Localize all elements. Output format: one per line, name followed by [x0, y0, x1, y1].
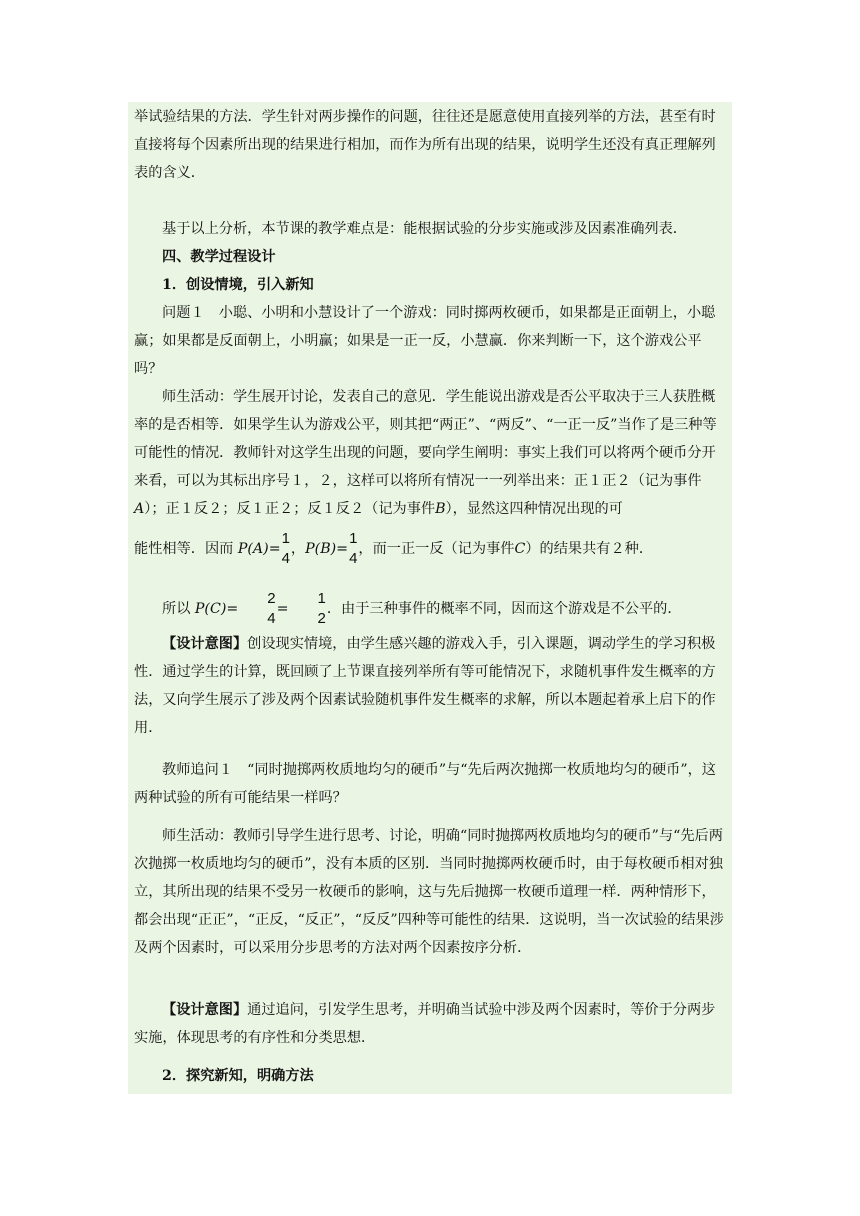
probability-line-2 — [134, 590, 728, 628]
prob2-text-2: ．由于三种事件的概率不同，因而这个游戏是不公平的． — [326, 601, 682, 617]
paragraph-difficulty: 基于以上分析，本节课的教学难点是：能根据试验的分步实施或涉及因素准确列表． — [162, 221, 687, 237]
activity-text-2: ）；正１反２；反１正２；反１反２（记为事件 — [144, 501, 436, 517]
fraction-numerator: 1 — [281, 530, 290, 547]
teacher-follow-up-1: 教师追问１ “同时抛掷两枚质地均匀的硬币”与“先后两次抛掷一枚质地均匀的硬币”，这两种试验的所有可能结果一样吗？ — [134, 762, 716, 806]
subsection-heading-1: 1．创设情境，引入新知 — [162, 277, 314, 293]
event-b: B — [435, 501, 446, 517]
design-intent-label: 【设计意图】 — [162, 636, 248, 652]
fraction-denominator: 4 — [267, 610, 276, 627]
prob2-text: 所以 — [162, 601, 195, 617]
design-intent-1 — [134, 630, 728, 742]
fraction-denominator: 4 — [349, 550, 358, 567]
fraction-denominator: 4 — [281, 550, 290, 567]
pb-label: P(B)= — [305, 541, 349, 557]
prob-text-3: ）的结果共有２种． — [525, 541, 654, 557]
fraction-pa — [282, 530, 290, 568]
design-intent-text: 创设现实情境，由学生感兴趣的游戏入手，引入课题，调动学生的学习积极性．通过学生的计算，既回顾了上节课直接列举所有等可能情况下，求随机事件发生概率的方法，又向学生展示了涉及两个因素试验随机事件发生概率的求解，所以本题起着承上启下的作用． — [134, 636, 716, 736]
fraction-denominator: 2 — [317, 610, 326, 627]
separator: ， — [290, 541, 306, 557]
subsection-heading-2: 2．探究新知，明确方法 — [162, 1068, 314, 1084]
pa-label: P(A)= — [237, 541, 281, 557]
paragraph-intro: 举试验结果的方法．学生针对两步操作的问题，往往还是愿意使用直接列举的方法，甚至有时直接将每个因素所出现的结果进行相加，而作为所有出现的结果，说明学生还没有真正理解列表的含义． — [134, 109, 716, 181]
fraction-numerator: 1 — [317, 590, 326, 607]
fraction-pc — [239, 590, 275, 628]
design-intent-text: 通过追问，引发学生思考，并明确当试验中涉及两个因素时，等价于分两步实施，体现思考的有序性和分类思想． — [134, 1002, 716, 1046]
teacher-student-activity-2: 师生活动：教师引导学生进行思考、讨论，明确“同时抛掷两枚质地均匀的硬币”与“先后两次抛掷一枚质地均匀的硬币”，没有本质的区别．当同时抛掷两枚硬币时，由于每枚硬币相对独立，其所出现的结果不受另一枚硬币的影响，这与先后抛掷一枚硬币道理一样．两种情形下，都会出现“正正”，“正反，“反正”，“反反”四种等可能性的结果．这说明，当一次试验的结果涉及两个因素时，可以采用分步思考的方法对两个因素按序分析． — [134, 828, 724, 956]
prob-text-2: ，而一正一反（记为事件 — [358, 541, 515, 557]
prob-text: 能性相等．因而 — [134, 541, 238, 557]
design-intent-2 — [134, 996, 728, 1052]
event-a: A — [134, 501, 145, 517]
fraction-half — [289, 590, 325, 628]
event-c: C — [514, 541, 526, 557]
activity-text-3: ），显然这四种情况出现的可 — [445, 501, 623, 517]
document-page — [128, 102, 732, 1094]
pc-label: P(C)= — [194, 601, 239, 617]
section-heading-4: 四、教学过程设计 — [162, 249, 276, 265]
equals-sign: = — [276, 601, 289, 617]
activity-text: 师生活动：学生展开讨论，发表自己的意见．学生能说出游戏是否公平取决于三人获胜概率的是否相等．如果学生认为游戏公平，则其把“两正”、“两反”、“一正一反”当作了是三种等可能性的情况．教师针对这学生出现的问题，要向学生阐明：事实上我们可以将两个硬币分开来看，可以为其标出序号１，２，这样可以将所有情况一一列举出来：正１正２（记为事件 — [134, 389, 717, 489]
fraction-pb — [349, 530, 357, 568]
design-intent-label: 【设计意图】 — [162, 1002, 248, 1018]
probability-line-1 — [134, 530, 728, 568]
fraction-numerator: 2 — [267, 590, 276, 607]
fraction-numerator: 1 — [349, 530, 358, 547]
problem-1: 问题１ 小聪、小明和小慧设计了一个游戏：同时掷两枚硬币，如果都是正面朝上，小聪赢；如果都是反面朝上，小明赢；如果是一正一反，小慧赢．你来判断一下，这个游戏公平吗？ — [134, 305, 716, 377]
teacher-student-activity-1 — [134, 383, 728, 523]
